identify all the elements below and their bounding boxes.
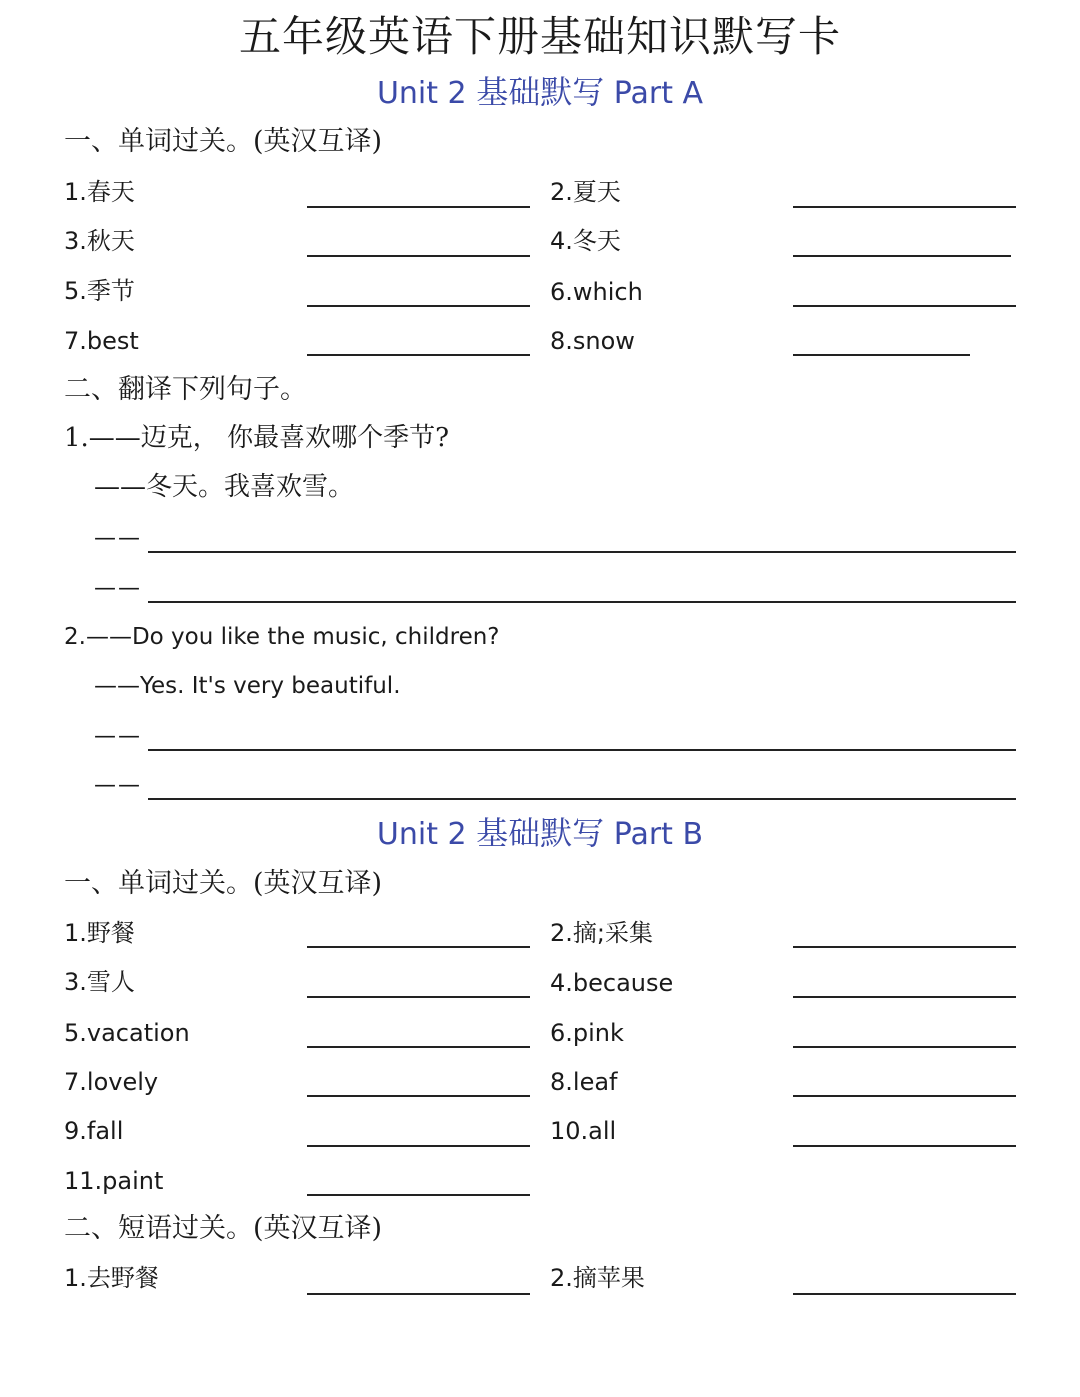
answer-line[interactable] [307, 946, 530, 948]
translation-line[interactable] [148, 749, 1016, 751]
part-b-heading [0, 813, 1080, 855]
answer-line[interactable] [307, 206, 530, 208]
sentence-2-answer: ——Yes. It's very beautiful. [94, 673, 401, 699]
answer-line[interactable] [307, 1046, 530, 1048]
word-prompt: 2.夏天 [550, 178, 621, 206]
word-prompt: 7.lovely [64, 1068, 159, 1096]
part-a-words-section-title: 一、单词过关。(英汉互译) [64, 126, 383, 157]
word-prompt: 11.paint [64, 1167, 164, 1195]
translation-line[interactable] [148, 798, 1016, 800]
word-prompt: 4.because [550, 969, 674, 997]
translation-line[interactable] [148, 601, 1016, 603]
word-prompt: 3.秋天 [64, 227, 135, 255]
answer-line[interactable] [793, 1046, 1016, 1048]
sentence-2-question: 2.——Do you like the music, children? [64, 624, 500, 650]
word-prompt: 4.冬天 [550, 227, 621, 255]
answer-line[interactable] [793, 255, 1011, 257]
sentence-1-answer: ——冬天。我喜欢雪。 [94, 472, 355, 502]
part-a-heading-cn: 基础默写 [476, 73, 605, 111]
dialogue-dash: —— [94, 773, 142, 798]
word-prompt: 8.snow [550, 327, 635, 355]
part-b-heading-part: Part B [604, 817, 704, 852]
word-prompt: 5.vacation [64, 1019, 190, 1047]
dialogue-dash: —— [94, 526, 142, 551]
phrase-prompt: 1.去野餐 [64, 1264, 159, 1292]
answer-line[interactable] [307, 1293, 530, 1295]
answer-line[interactable] [793, 354, 970, 356]
word-prompt: 5.季节 [64, 277, 135, 305]
dialogue-dash: —— [94, 724, 142, 749]
answer-line[interactable] [307, 1194, 530, 1196]
dialogue-dash: —— [94, 576, 142, 601]
answer-line[interactable] [307, 996, 530, 998]
part-a-sentences-section-title: 二、翻译下列句子。 [64, 374, 307, 405]
word-prompt: 8.leaf [550, 1068, 618, 1096]
answer-line[interactable] [793, 305, 1016, 307]
word-prompt: 1.春天 [64, 178, 135, 206]
part-b-words-section-title: 一、单词过关。(英汉互译) [64, 868, 383, 899]
word-prompt: 6.which [550, 278, 643, 306]
word-prompt: 6.pink [550, 1019, 624, 1047]
part-a-heading-unit: Unit 2 [376, 76, 477, 111]
part-a-heading-part: Part A [604, 76, 704, 111]
answer-line[interactable] [793, 1293, 1016, 1295]
part-b-heading-cn: 基础默写 [476, 814, 605, 852]
part-b-heading-unit: Unit 2 [376, 817, 477, 852]
word-prompt: 10.all [550, 1117, 617, 1145]
answer-line[interactable] [793, 996, 1016, 998]
answer-line[interactable] [793, 1095, 1016, 1097]
answer-line[interactable] [793, 1145, 1016, 1147]
phrase-prompt: 2.摘苹果 [550, 1264, 645, 1292]
answer-line[interactable] [307, 255, 530, 257]
answer-line[interactable] [793, 946, 1016, 948]
translation-line[interactable] [148, 551, 1016, 553]
word-prompt: 7.best [64, 327, 139, 355]
part-a-heading [0, 72, 1080, 114]
word-prompt: 9.fall [64, 1117, 124, 1145]
word-prompt: 1.野餐 [64, 919, 135, 947]
word-prompt: 3.雪人 [64, 968, 135, 996]
sentence-1-question: 1.——迈克， 你最喜欢哪个季节? [64, 423, 450, 453]
answer-line[interactable] [307, 1095, 530, 1097]
answer-line[interactable] [307, 305, 530, 307]
worksheet-title: 五年级英语下册基础知识默写卡 [238, 12, 841, 61]
part-b-phrases-section-title: 二、短语过关。(英汉互译) [64, 1213, 383, 1244]
word-prompt: 2.摘;采集 [550, 919, 653, 947]
answer-line[interactable] [307, 1145, 530, 1147]
answer-line[interactable] [793, 206, 1016, 208]
answer-line[interactable] [307, 354, 530, 356]
